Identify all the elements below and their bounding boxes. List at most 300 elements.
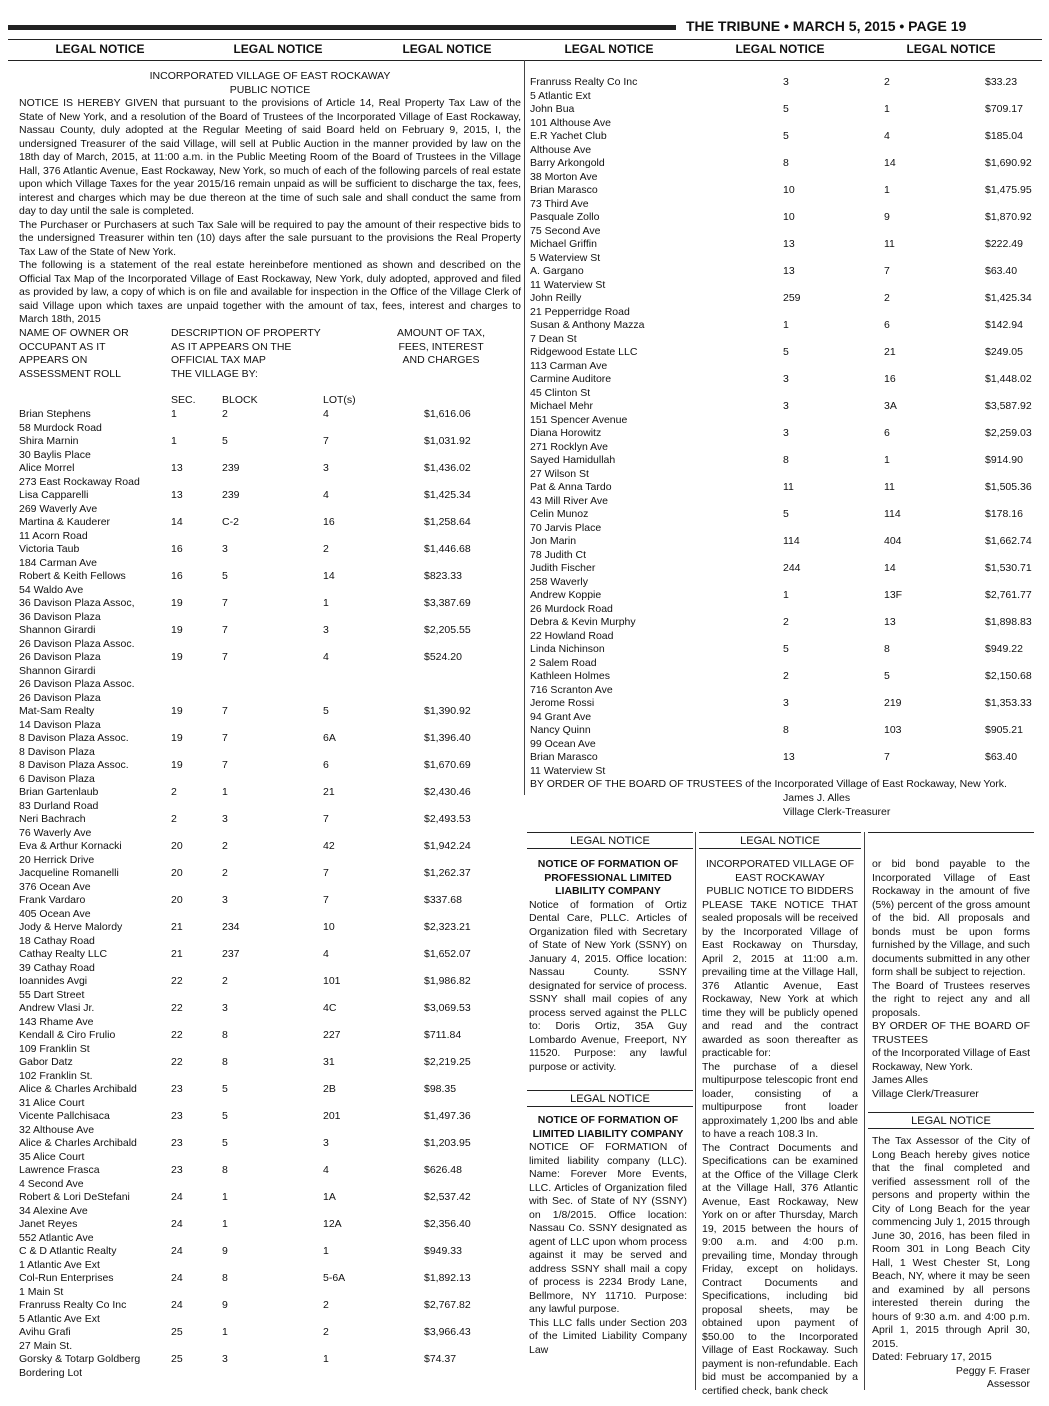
notice-paragraph: The Purchaser or Purchasers at such Tax Sale will be required to pay the amount of their respective bids to the undersigned Treasurer within ten (10) days after the sale pursuant to the provisions the Real Property Tax Law of the State of New York.: [19, 218, 521, 258]
block-cell: 2: [222, 408, 228, 420]
owner-name: Linda Nichinson: [530, 643, 605, 655]
sec-cell: 23: [171, 1110, 183, 1122]
box-divider: [695, 832, 696, 1390]
bidders-notice: [702, 858, 858, 1398]
property-address: 35 Alice Court: [19, 1150, 85, 1163]
lot-cell: 6: [323, 759, 329, 771]
lot-cell: 3: [323, 1137, 329, 1149]
owner-column-header: NAME OF OWNER OR OCCUPANT AS IT APPEARS ON ASSESSMENT ROLL: [19, 327, 129, 380]
sec-cell: 3: [783, 697, 789, 709]
masthead-rule: [8, 25, 676, 30]
table-row: [530, 616, 1035, 643]
lot-cell: 2: [884, 292, 890, 304]
owner-name: Martina & Kauderer: [19, 516, 111, 528]
block-cell: 237: [222, 948, 240, 960]
property-address: 258 Waverly: [530, 575, 588, 588]
owner-name: Jon Marin: [530, 535, 577, 547]
lot-cell: 4: [884, 130, 890, 142]
property-address: 273 East Rockaway Road: [19, 475, 140, 488]
legal-notice-label: LEGAL NOTICE: [55, 42, 145, 56]
owner-name: Col-Run Enterprises: [19, 1272, 114, 1284]
amount-cell: $2,537.42: [424, 1191, 471, 1203]
property-address: 26 Murdock Road: [530, 602, 613, 615]
table-row: [19, 975, 521, 1002]
lot-cell: 5-6A: [323, 1272, 346, 1284]
sec-cell: 1: [783, 589, 789, 601]
lot-cell: 12A: [323, 1218, 342, 1230]
property-address: 58 Murdock Road: [19, 421, 102, 434]
table-row: [530, 238, 1035, 265]
sec-cell: 16: [171, 570, 183, 582]
sec-cell: 10: [783, 211, 795, 223]
sec-cell: 10: [783, 184, 795, 196]
block-cell: 234: [222, 921, 240, 933]
table-row: [19, 570, 521, 597]
amount-cell: $1,203.95: [424, 1137, 471, 1149]
block-cell: 5: [222, 435, 228, 447]
sec-cell: 24: [171, 1191, 183, 1203]
box-body: The Contract Documents and Specifications can be examined at the Office of the Village Clerk at the Village Hall, 376 Atlantic Avenue, East Rockaway, New York on or after Thursday, March 19, 2015 between the hours of 9:00 a.m. and 4:00 p.m. prevailing time, Monday through Friday, except on holidays. Contract Documents and Specifications, including bid proposal sheets, may be obtained upon payment of $50.00 to the Incorporated Village of East Rockaway. Such payment is non-refundable. Each bid must be accompanied by a certified check, bank check: [702, 1141, 858, 1397]
tax-table-left: [19, 408, 521, 1383]
lot-cell: 7: [323, 813, 329, 825]
table-row: [530, 724, 1035, 751]
table-row: [530, 319, 1035, 346]
legal-notice-label: LEGAL NOTICE: [906, 42, 996, 56]
sec-cell: 25: [171, 1353, 183, 1365]
box-body: This LLC falls under Section 203 of the Limited Liability Company Law: [529, 1316, 687, 1356]
amount-cell: $249.05: [985, 346, 1023, 358]
signature-block: [783, 792, 890, 819]
table-row: [19, 732, 521, 759]
amount-cell: $1,942.24: [424, 840, 471, 852]
owner-name: Janet Reyes: [19, 1218, 78, 1230]
table-row: [19, 921, 521, 948]
table-row: [530, 562, 1035, 589]
property-address: 76 Waverly Ave: [19, 826, 92, 839]
property-address: 716 Scranton Ave: [530, 683, 613, 696]
pllc-formation-notice: [529, 858, 687, 1074]
amount-cell: $711.84: [424, 1029, 462, 1041]
amount-cell: $1,505.36: [985, 481, 1032, 493]
lot-cell: 4: [323, 1164, 329, 1176]
owner-name: 26 Davison Plaza Assoc.: [19, 678, 135, 690]
lot-cell: 5: [323, 705, 329, 717]
table-row: [19, 1245, 521, 1272]
legal-notice-label: LEGAL NOTICE: [402, 42, 492, 56]
legal-notice-label: LEGAL NOTICE: [735, 42, 825, 56]
property-address: 113 Carman Ave: [530, 359, 608, 372]
amount-cell: $337.68: [424, 894, 462, 906]
lot-cell: 1A: [323, 1191, 336, 1203]
lot-cell: 404: [884, 535, 902, 547]
property-address: 2 Salem Road: [530, 656, 597, 669]
sec-cell: 2: [783, 670, 789, 682]
sec-cell: 1: [171, 408, 177, 420]
owner-name: Robert & Keith Fellows: [19, 570, 126, 582]
amount-cell: $1,436.02: [424, 462, 471, 474]
sec-cell: 5: [783, 103, 789, 115]
owner-name: Brian Stephens: [19, 408, 91, 420]
table-row: [19, 1002, 521, 1029]
owner-name: A. Gargano: [530, 265, 584, 277]
amount-cell: $1,986.82: [424, 975, 471, 987]
owner-name: Eva & Arthur Kornacki: [19, 840, 122, 852]
lot-header: LOT(s): [323, 394, 356, 406]
sec-cell: 21: [171, 948, 183, 960]
property-address: 39 Cathay Road: [19, 961, 95, 974]
lot-cell: 7: [323, 435, 329, 447]
property-address: 102 Franklin St.: [19, 1069, 93, 1082]
tax-sale-notice: [19, 70, 521, 327]
table-row: [19, 948, 521, 975]
sec-cell: 3: [783, 373, 789, 385]
lot-cell: 7: [323, 867, 329, 879]
sec-cell: 23: [171, 1083, 183, 1095]
block-cell: 9: [222, 1245, 228, 1257]
amount-cell: $1,497.36: [424, 1110, 471, 1122]
signer-name: Peggy F. Fraser: [955, 1364, 1030, 1377]
lot-cell: 1: [884, 184, 890, 196]
table-row: [530, 76, 1035, 103]
lot-cell: 2B: [323, 1083, 336, 1095]
table-row: [19, 1326, 521, 1353]
owner-name: Gorsky & Totarp Goldberg: [19, 1353, 141, 1365]
sec-cell: 16: [171, 543, 183, 555]
block-cell: 1: [222, 1326, 228, 1338]
table-row: [530, 535, 1035, 562]
table-row: [19, 1191, 521, 1218]
lot-cell: 6: [884, 319, 890, 331]
property-address: 6 Davison Plaza: [19, 772, 95, 785]
sec-cell: 13: [783, 265, 795, 277]
lot-cell: 5: [884, 670, 890, 682]
amount-cell: $1,446.68: [424, 543, 471, 555]
lot-cell: 2: [323, 1326, 329, 1338]
lot-cell: 2: [323, 1299, 329, 1311]
table-row: [19, 489, 521, 516]
property-address: 7 Dean St: [530, 332, 577, 345]
sec-cell: 8: [783, 157, 789, 169]
lot-cell: 11: [884, 238, 895, 250]
signer-title: Village Clerk-Treasurer: [783, 805, 891, 818]
table-row: [530, 292, 1035, 319]
signer-title: Assessor: [986, 1378, 1030, 1390]
table-row: [19, 435, 521, 462]
amount-cell: $1,616.06: [424, 408, 471, 420]
lot-cell: 7: [884, 265, 890, 277]
lot-cell: 3A: [884, 400, 897, 412]
sec-cell: 13: [171, 462, 183, 474]
lot-cell: 1: [884, 103, 890, 115]
property-address: 73 Third Ave: [530, 197, 589, 210]
amount-cell: $3,069.53: [424, 1002, 471, 1014]
owner-name: Jody & Herve Malordy: [19, 921, 123, 933]
block-cell: 7: [222, 705, 228, 717]
owner-name: Alice & Charles Archibald: [19, 1137, 137, 1149]
sec-cell: 21: [171, 921, 183, 933]
box-header-label: LEGAL NOTICE: [527, 1093, 693, 1107]
sec-cell: 22: [171, 1002, 183, 1014]
sec-cell: 3: [783, 427, 789, 439]
table-row: [530, 481, 1035, 508]
amount-cell: $3,587.92: [985, 400, 1032, 412]
sec-cell: 13: [783, 238, 795, 250]
sec-cell: 2: [171, 786, 177, 798]
property-address: 26 Davison Plaza: [19, 691, 101, 704]
sec-cell: 22: [171, 975, 183, 987]
amount-cell: $1,353.33: [985, 697, 1032, 709]
table-row: [19, 408, 521, 435]
property-address: 55 Dart Street: [19, 988, 85, 1001]
property-address: 45 Clinton St: [530, 386, 591, 399]
table-row: [19, 1272, 521, 1299]
box-header-label: LEGAL NOTICE: [527, 835, 693, 849]
block-cell: 8: [222, 1029, 228, 1041]
block-cell: 8: [222, 1164, 228, 1176]
table-row: [530, 130, 1035, 157]
sec-cell: 259: [783, 292, 801, 304]
lot-cell: 219: [884, 697, 902, 709]
legal-notice-label: LEGAL NOTICE: [233, 42, 323, 56]
sec-cell: 19: [171, 624, 183, 636]
block-cell: 5: [222, 1110, 228, 1122]
box-body: BY ORDER OF THE BOARD OF TRUSTEES: [872, 1020, 1030, 1046]
table-row: [19, 1083, 521, 1110]
table-row: [530, 508, 1035, 535]
amount-cell: $2,356.40: [424, 1218, 471, 1230]
box-body: The purchase of a diesel multipurpose telescopic front end loader, consisting of a multipurpose front loader approximately 1,200 lbs and able to have a reach 108.3 In.: [702, 1060, 858, 1140]
table-row: [19, 462, 521, 489]
sec-cell: 3: [783, 76, 789, 88]
amount-cell: $1,031.92: [424, 435, 471, 447]
amount-cell: $1,898.83: [985, 616, 1032, 628]
property-address: 5 Waterview St: [530, 251, 601, 264]
sec-cell: 19: [171, 705, 183, 717]
property-address: 5 Atlantic Ave Ext: [19, 1312, 100, 1325]
table-row: [19, 1299, 521, 1326]
amount-cell: $2,323.21: [424, 921, 471, 933]
sec-cell: 244: [783, 562, 801, 574]
block-cell: 8: [222, 1272, 228, 1284]
amount-cell: $33.23: [985, 76, 1018, 88]
property-address: 20 Herrick Drive: [19, 853, 95, 866]
property-address: Althouse Ave: [530, 143, 592, 156]
order-line: BY ORDER OF THE BOARD OF TRUSTEES of the Incorporated Village of East Rockaway, New York.: [530, 778, 1007, 790]
sec-cell: 8: [783, 454, 789, 466]
property-address: 38 Morton Ave: [530, 170, 598, 183]
box-header-label: LEGAL NOTICE: [868, 1115, 1034, 1129]
box-body: The Board of Trustees reserves the right to reject any and all proposals.: [872, 979, 1030, 1019]
sec-cell: 114: [783, 535, 800, 547]
amount-column-header: AMOUNT OF TAX, FEES, INTEREST AND CHARGES: [397, 327, 486, 366]
lot-cell: 11: [884, 481, 895, 493]
amount-cell: $178.16: [985, 508, 1023, 520]
lot-cell: 16: [323, 516, 335, 528]
box-header: [527, 832, 693, 849]
owner-name: Michael Mehr: [530, 400, 594, 412]
masthead: THE TRIBUNE • MARCH 5, 2015 • PAGE 19: [686, 18, 967, 34]
signer-name: James J. Alles: [783, 792, 851, 804]
property-address: 70 Jarvis Place: [530, 521, 602, 534]
owner-name: Pasquale Zollo: [530, 211, 600, 223]
owner-name: Lisa Capparelli: [19, 489, 89, 501]
owner-name: Carmine Auditore: [530, 373, 612, 385]
sec-cell: 19: [171, 759, 183, 771]
signer-name: James Alles: [872, 1074, 929, 1086]
owner-name: 26 Davison Plaza: [19, 651, 101, 663]
legal-notice-label: LEGAL NOTICE: [564, 42, 654, 56]
owner-name: Pat & Anna Tardo: [530, 481, 612, 493]
box-body: The Tax Assessor of the City of Long Beach hereby gives notice that the final completed and verified assessment roll of the persons and property within the City of Long Beach for the year commencing July 1, 2015 through June 30, 2016, has been filed in Room 301 in Long Beach City Hall, 1 West Chester St, Long Beach, NY, where it may be seen and examined by all persons interested therein during the hours of 9:30 a.m. and 4:00 p.m. April 1, 2015 through April 30, 2015.: [872, 1135, 1030, 1350]
amount-cell: $1,652.07: [424, 948, 471, 960]
block-cell: C-2: [222, 516, 239, 528]
block-cell: 9: [222, 1299, 228, 1311]
amount-cell: $2,205.55: [424, 624, 471, 636]
lot-cell: 42: [323, 840, 335, 852]
notice-date: Dated: February 17, 2015: [872, 1351, 992, 1363]
amount-cell: $3,966.43: [424, 1326, 471, 1338]
table-subheader: [19, 394, 521, 408]
sec-cell: 24: [171, 1218, 183, 1230]
block-cell: 2: [222, 975, 228, 987]
amount-cell: $524.20: [424, 651, 462, 663]
owner-name: Nancy Quinn: [530, 724, 591, 736]
table-row: [19, 1353, 521, 1380]
property-address: 34 Alexine Ave: [19, 1204, 88, 1217]
owner-name: Shannon Girardi: [19, 624, 96, 636]
lot-cell: 8: [884, 643, 890, 655]
description-column-header: DESCRIPTION OF PROPERTY AS IT APPEARS ON THE OFFICIAL TAX MAP THE VILLAGE BY:: [171, 327, 321, 380]
owner-name: Brian Marasco: [530, 751, 598, 763]
column-divider: [524, 60, 525, 795]
table-row: [530, 211, 1035, 238]
table-row: [19, 813, 521, 840]
sec-cell: 20: [171, 840, 183, 852]
amount-cell: $2,430.46: [424, 786, 471, 798]
lot-cell: 21: [323, 786, 335, 798]
owner-name: Robert & Lori DeStefani: [19, 1191, 130, 1203]
lot-cell: 2: [323, 543, 329, 555]
sec-cell: 19: [171, 597, 183, 609]
amount-cell: $709.17: [985, 103, 1023, 115]
sec-cell: 2: [171, 813, 177, 825]
table-row: [530, 589, 1035, 616]
block-header: BLOCK: [222, 394, 258, 406]
block-cell: 3: [222, 1353, 228, 1365]
property-address: 11 Acorn Road: [19, 529, 88, 542]
lot-cell: 114: [884, 508, 901, 520]
table-row: [530, 751, 1035, 778]
amount-cell: $1,262.37: [424, 867, 471, 879]
table-row: [530, 400, 1035, 427]
owner-name: Judith Fischer: [530, 562, 596, 574]
property-address: 94 Grant Ave: [530, 710, 592, 723]
owner-name: Diana Horowitz: [530, 427, 602, 439]
property-address: 78 Judith Ct: [530, 548, 587, 561]
amount-cell: $3,387.69: [424, 597, 471, 609]
amount-cell: $2,259.03: [985, 427, 1032, 439]
property-address: 22 Howland Road: [530, 629, 614, 642]
table-row: [530, 454, 1035, 481]
owner-name: Kendall & Ciro Frulio: [19, 1029, 116, 1041]
sec-cell: 5: [783, 346, 789, 358]
property-address: 99 Ocean Ave: [530, 737, 596, 750]
amount-cell: $949.33: [424, 1245, 462, 1257]
property-address: Bordering Lot: [19, 1366, 83, 1379]
sec-cell: 3: [783, 400, 789, 412]
sec-cell: 24: [171, 1272, 183, 1284]
box-body: PLEASE TAKE NOTICE THAT sealed proposals will be received by the Incorporated Village of East Rockaway on Thursday, April 2, 2015 at 11:00 a.m. prevailing time at the Village Hall, 376 Atlantic Avenue, East Rockaway, New York at which time they will be publicly opened and read and the contract awarded as soon thereafter as practicable for:: [702, 898, 858, 1059]
llc-formation-notice: [529, 1114, 687, 1357]
sec-cell: 1: [783, 319, 789, 331]
box-header-label: LEGAL NOTICE: [699, 835, 861, 849]
property-address: 405 Ocean Ave: [19, 907, 91, 920]
lot-cell: 1: [323, 1353, 329, 1365]
block-cell: 5: [222, 570, 228, 582]
property-address: 269 Waverly Ave: [19, 502, 98, 515]
amount-cell: $1,870.92: [985, 211, 1032, 223]
notice-paragraph: NOTICE IS HEREBY GIVEN that pursuant to the provisions of Article 14, Real Property Tax Law of the State of New York, and a resolution of the Board of Trustees of the Incorporated Village of East Rockaway, Nassau County, duly adopted at the Regular Meeting of said Board held on February 9, 2015, I, the undersigned Treasurer of the said Village, will sell at Public Auction in the manner provided by law on the 18th day of March, 2015, at 11:00 a.m. in the Public Meeting Room of the Board of Trustees in the Village Hall, 376 Atlantic Avenue, East Rockaway, New York, so much of each of the following parcels of real estate upon which Village Taxes for the year 2015/16 remain unpaid as will be sufficient to discharge the tax, fees, interest and charges which may be due thereon at the time of such sale and shall conduct the same from day to day until the sale is completed.: [19, 97, 521, 217]
owner-name: John Bua: [530, 103, 575, 115]
amount-cell: $63.40: [985, 265, 1018, 277]
table-row: [530, 103, 1035, 130]
lot-cell: 101: [323, 975, 341, 987]
sec-cell: 5: [783, 643, 789, 655]
amount-cell: $222.49: [985, 238, 1023, 250]
lot-cell: 1: [884, 454, 890, 466]
owner-name: John Reilly: [530, 292, 582, 304]
table-row: [19, 651, 521, 678]
block-cell: 5: [222, 1083, 228, 1095]
bidders-notice-continued: [872, 858, 1030, 1101]
sec-cell: 5: [783, 508, 789, 520]
assessment-roll-notice: [872, 1135, 1030, 1392]
tax-table-right: [530, 76, 1035, 778]
table-row: [530, 265, 1035, 292]
lot-cell: 3: [323, 462, 329, 474]
box-body: of the Incorporated Village of East Rockaway, New York.: [872, 1047, 1030, 1073]
box-divider: [864, 832, 865, 1390]
owner-name: Ridgewood Estate LLC: [530, 346, 638, 358]
owner-name: Barry Arkongold: [530, 157, 605, 169]
amount-cell: $823.33: [424, 570, 462, 582]
lot-cell: 4: [323, 489, 329, 501]
property-address: 11 Waterview St: [530, 278, 606, 291]
owner-name: Susan & Anthony Mazza: [530, 319, 645, 331]
table-row: [19, 894, 521, 921]
owner-name: Victoria Taub: [19, 543, 80, 555]
sec-cell: 20: [171, 894, 183, 906]
property-address: 143 Rhame Ave: [19, 1015, 94, 1028]
owner-name: Alice Morrel: [19, 462, 75, 474]
owner-name: Cathay Realty LLC: [19, 948, 108, 960]
table-row: [530, 157, 1035, 184]
lot-cell: 4: [323, 948, 329, 960]
table-row: [530, 346, 1035, 373]
lot-cell: 21: [884, 346, 896, 358]
box-header: [527, 1090, 693, 1107]
table-row: [530, 643, 1035, 670]
table-row: [19, 867, 521, 894]
block-cell: 3: [222, 1002, 228, 1014]
sec-cell: 25: [171, 1326, 183, 1338]
box-header: [868, 832, 1034, 849]
amount-cell: $142.94: [985, 319, 1023, 331]
owner-name: Avihu Grafi: [19, 1326, 71, 1338]
owner-name: Ioannides Avgi: [19, 975, 88, 987]
sec-cell: 13: [171, 489, 183, 501]
owner-name: Debra & Kevin Murphy: [530, 616, 636, 628]
